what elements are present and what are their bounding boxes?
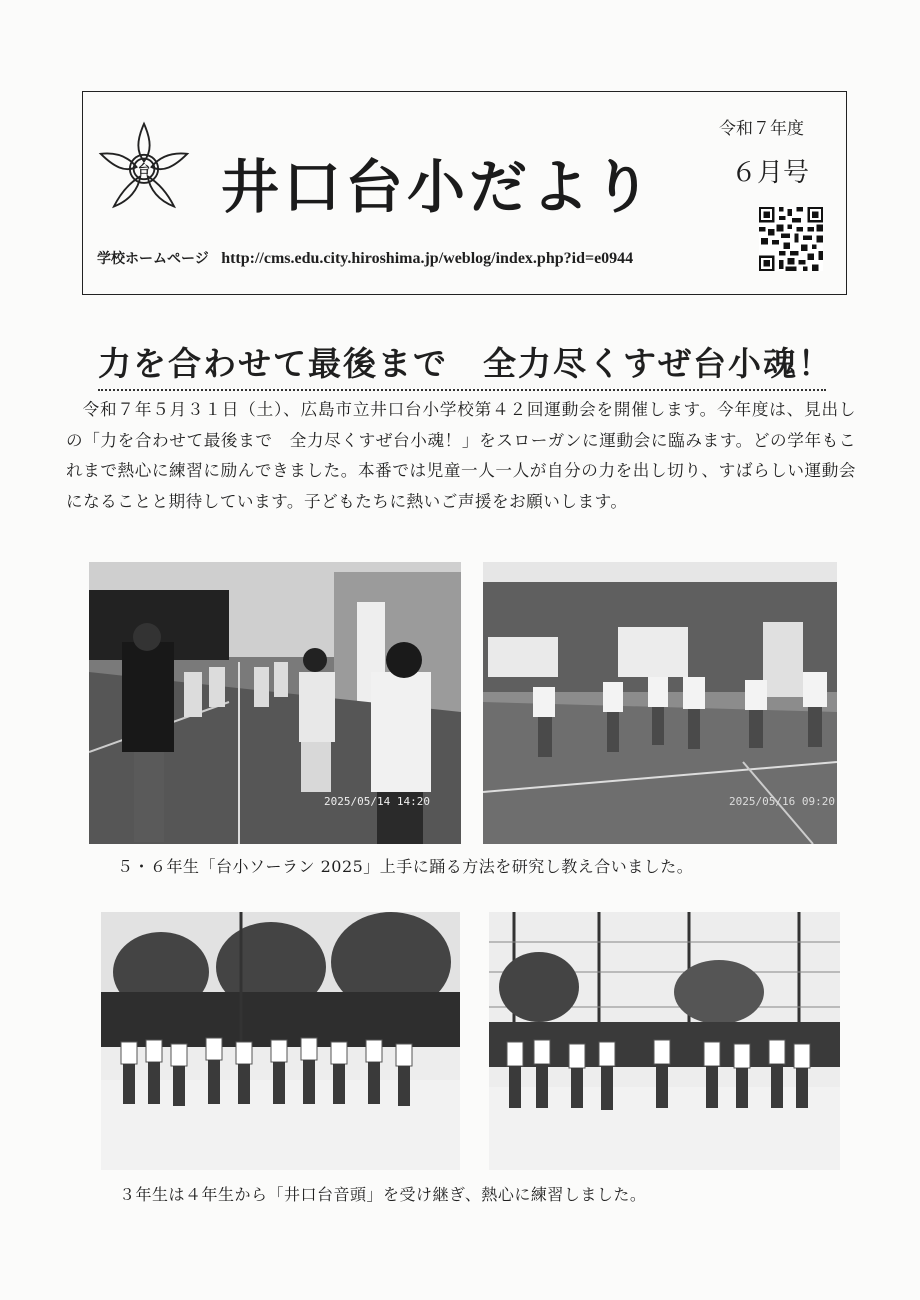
photo-gym-practice-2 (483, 562, 837, 844)
photo-gym-practice-1 (89, 562, 461, 844)
photo-schoolyard-dance-1 (101, 912, 460, 1170)
homepage-url[interactable]: http://cms.edu.city.hiroshima.jp/weblog/index.php?id=e0944 (221, 250, 634, 267)
homepage-line (97, 248, 633, 268)
issue-month: ６月号 (731, 158, 810, 188)
homepage-label: 学校ホームページ (97, 251, 209, 267)
article-headline: 力を合わせて最後まで 全力尽くすぜ台小魂！ (98, 338, 826, 391)
photo-timestamp: 2025/05/14 14:20 (324, 795, 430, 808)
photo-caption-1: ５・６年生「台小ソーラン 2025」上手に踊る方法を研究し教え合いました。 (117, 857, 694, 876)
photo-schoolyard-dance-2 (489, 912, 840, 1170)
school-emblem-icon (97, 120, 191, 214)
fiscal-year: 令和７年度 (719, 119, 804, 139)
photo-timestamp: 2025/05/16 09:20 (729, 795, 835, 808)
newsletter-title: 井口台小だより (221, 153, 656, 221)
qr-code-icon (759, 204, 823, 274)
masthead (82, 91, 847, 295)
photo-caption-2: ３年生は４年生から「井口台音頭」を受け継ぎ、熱心に練習しました。 (119, 1185, 647, 1204)
article-body: 令和７年５月３１日（土）、広島市立井口台小学校第４２回運動会を開催します。今年度は、見出しの「力を合わせて最後まで 全力尽くすぜ台小魂！」をスローガンに運動会に臨みます。どの学年もこれまで熱心に練習に励んできました。本番では児童一人一人が自分の力を出し切り、すばらしい運動会になることと期待しています。子どもたちに熱いご声援をお願いします。 (66, 400, 856, 511)
emblem-char: 台 (137, 162, 151, 177)
